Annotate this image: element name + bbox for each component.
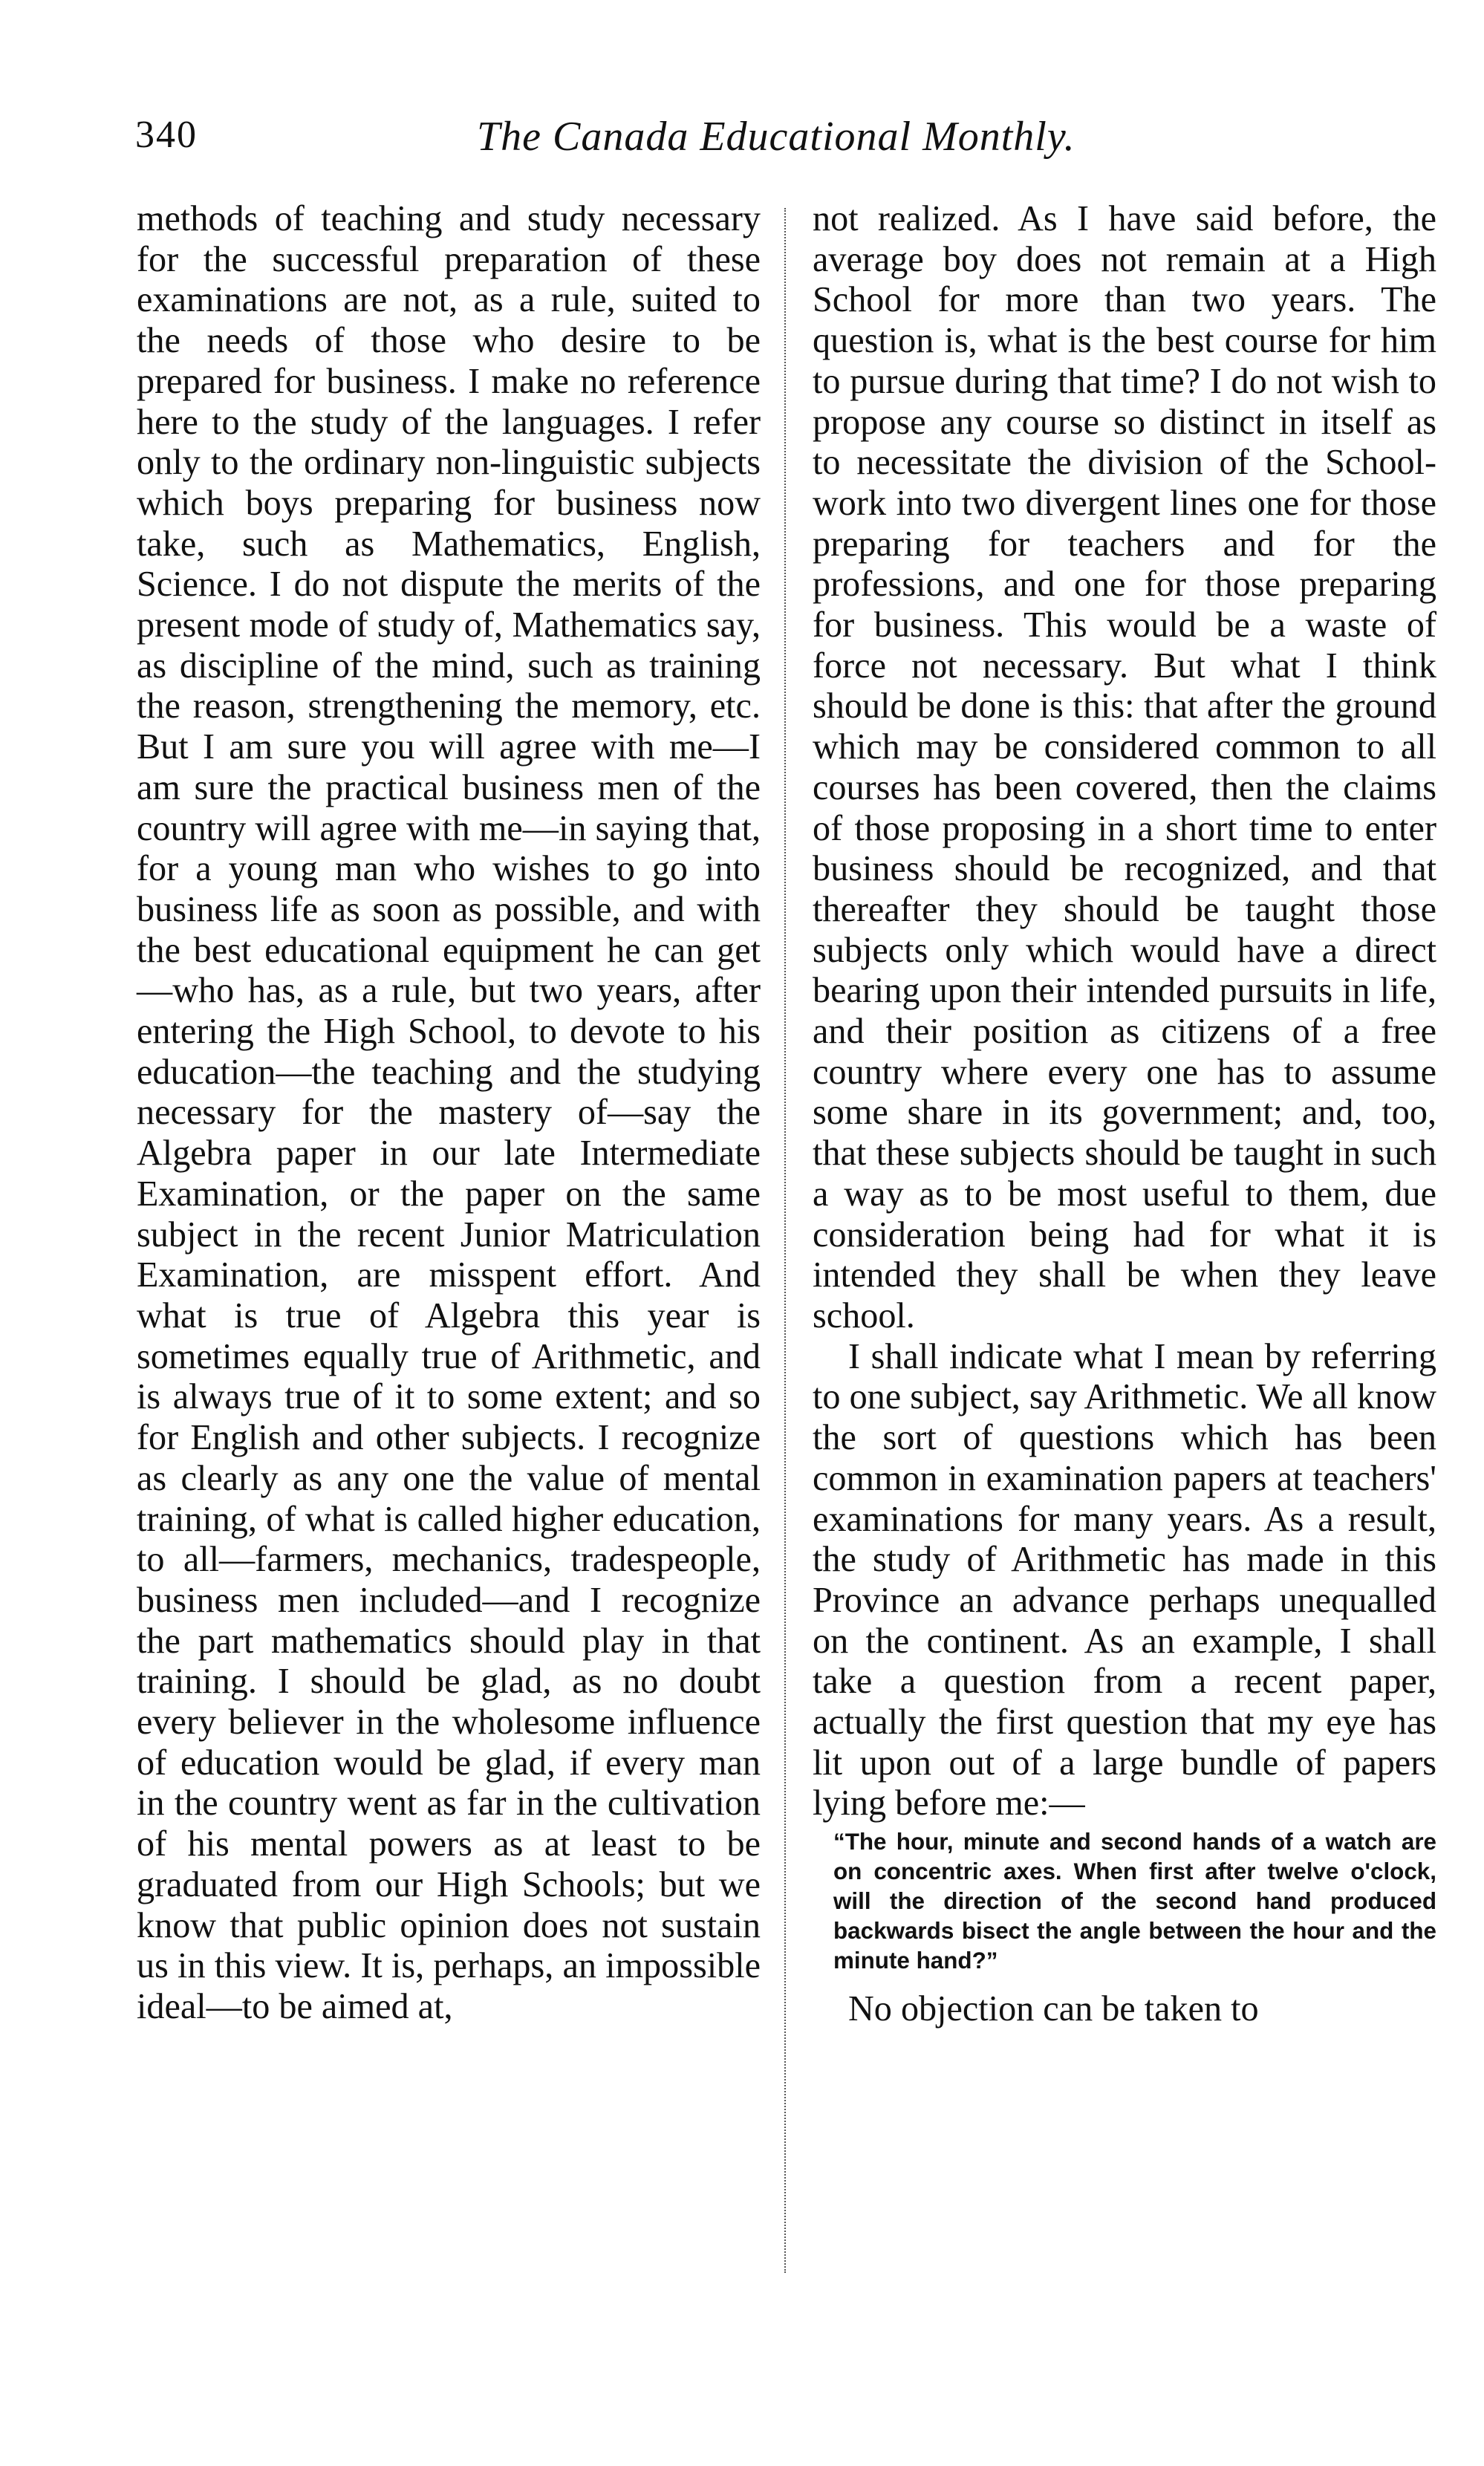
left-paragraph-1: methods of teaching and study necessary for the successful preparation of these examinations are not, as a rule, suited to the needs of those who desire to be prepared for business. I make no reference here to the study of the languages. I refer only to the ordinary non-linguistic subjects which boys preparing for business now take, such as Mathematics, English, Science. I do not dispute the merits of the present mode of study of, Mathematics say, as discipline of the mind, such as training the reason, strengthening the memory, etc. But I am sure you will agree with me—I am sure the practical business men of the country will agree with me—in saying that, for a young man who wishes to go into business life as soon as possible, and with the best educational equipment he can get—who has, as a rule, but two years, after entering the High School, to devote to his education—the teaching and the studying necessary for the mastery of—say the Algebra paper in our late Intermediate Examination, or the paper on the same subject in the recent Junior Matriculation Examination, are misspent effort. And what is true of Algebra this year is sometimes equally true of Arithmetic, and is always true of it to some extent; and so for English and other subjects. I recognize as clearly as any one the value of mental training, of what is called higher education, to all—farmers, mechanics, tradespeople, business men included—and I recognize the part mathematics should play in that training. I should be glad, as no doubt every believer in the wholesome influence of education would be glad, if every man in the country went as far in the cultivation of his mental powers as at least to be graduated from our High Schools; but we know that public opinion does not sustain us in this view. It is, perhaps, an impossible ideal—to be aimed at, <box>137 199 761 2026</box>
left-column <box>137 199 761 2271</box>
column-divider <box>784 208 786 2273</box>
page-header <box>135 113 1347 172</box>
right-column <box>813 199 1436 2030</box>
right-paragraph-2: I shall indicate what I mean by referring to one subject, say Arithmetic. We all know the sort of questions which has been common in examination papers at teachers' examinations for many years. As a result, the study of Arithmetic has made in this Province an advance perhaps unequalled on the continent. As an example, I shall take a question from a recent paper, actually the first question that my eye has lit upon out of a large bundle of papers lying before me:— <box>813 1336 1436 1824</box>
running-title: The Canada Educational Monthly. <box>477 114 1075 160</box>
right-paragraph-3: No objection can be taken to <box>848 1989 1259 2029</box>
page-number: 340 <box>135 114 198 156</box>
block-quote: “The hour, minute and second hands of a watch are on concentric axes. When first after twelve o'clock, will the direction of the second hand produced backwards bisect the angle between the hour and the minute hand?” <box>833 1829 1436 1974</box>
right-paragraph-1: not realized. As I have said before, the average boy does not remain at a High School for more than two years. The question is, what is the best course for him to pursue during that time? I do not wish to propose any course so distinct in itself as to necessitate the division of the School-work into two divergent lines one for those preparing for teachers and for the professions, and one for those preparing for business. This would be a waste of force not necessary. But what I think should be done is this: that after the ground which may be considered common to all courses has been covered, then the claims of those proposing in a short time to enter business should be recognized, and that thereafter they should be taught those subjects only which would have a direct bearing upon their intended pursuits in life, and their position as citizens of a free country where every one has to assume some share in its government; and, too, that these subjects should be taught in such a way as to be most useful to them, due consideration being had for what it is intended they shall be when they leave school. <box>813 199 1436 1336</box>
